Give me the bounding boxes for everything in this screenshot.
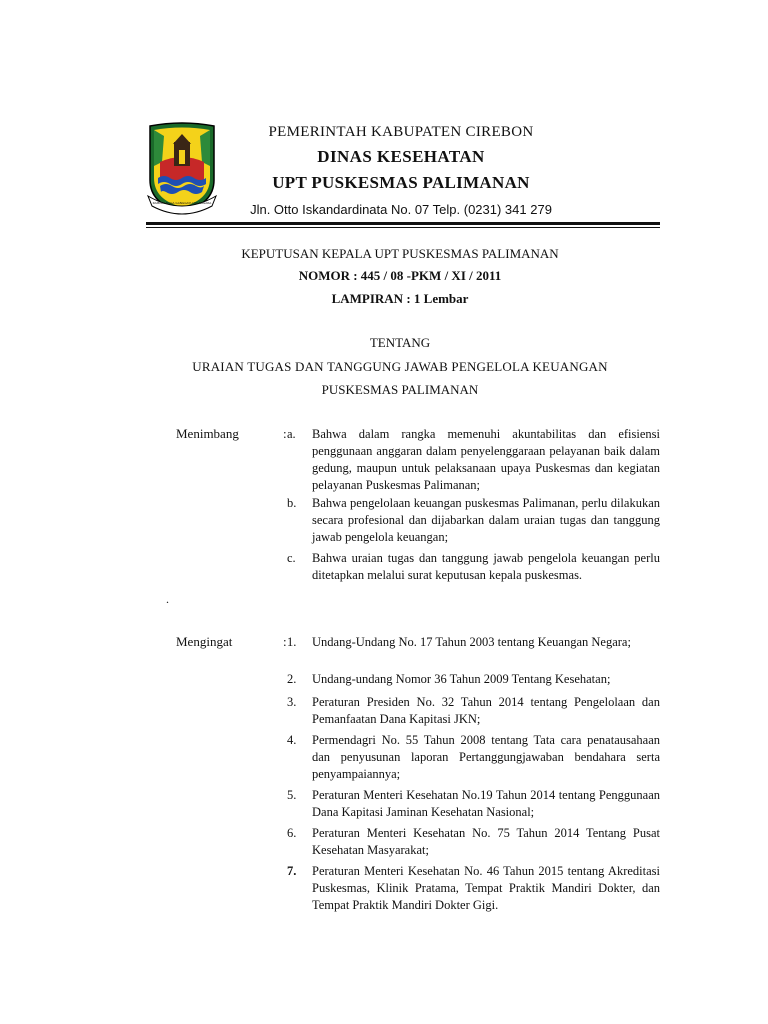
address-line: Jln. Otto Iskandardinata No. 07 Telp. (0231) 341 279 <box>250 202 552 217</box>
mengingat-item-5 <box>287 787 660 821</box>
logo-motto: RAMPAK NAGA GANGGAYU NA NAGARA <box>152 201 212 205</box>
agency-name: DINAS KESEHATAN <box>317 147 485 166</box>
item-text: Peraturan Presiden No. 32 Tahun 2014 tentang Pengelolaan dan Pemanfaatan Dana Kapitasi JKN; <box>312 695 660 726</box>
about-heading: TENTANG <box>369 335 431 350</box>
subject-line-2: PUSKESMAS PALIMANAN <box>321 382 479 397</box>
letterhead-rule-thick <box>146 222 660 225</box>
item-marker: 3. <box>287 695 297 709</box>
item-text: Bahwa pengelolaan keuangan puskesmas Palimanan, perlu dilakukan secara profesional dan dijabarkan dalam uraian tugas dan tanggung jawab pengelola keuangan; <box>312 496 660 544</box>
menimbang-item-a <box>287 426 660 494</box>
unit-name: UPT PUSKESMAS PALIMANAN <box>272 173 530 192</box>
item-text: Undang-undang Nomor 36 Tahun 2009 Tentang Kesehatan; <box>312 672 611 686</box>
item-marker: b. <box>287 496 297 510</box>
attachment-count: LAMPIRAN : 1 Lembar <box>331 291 469 306</box>
mengingat-item-2 <box>287 671 660 688</box>
menimbang-label: Menimbang <box>176 426 239 441</box>
mengingat-item-6 <box>287 825 660 859</box>
decree-number: NOMOR : 445 / 08 -PKM / XI / 2011 <box>298 268 502 283</box>
subject-line-1: URAIAN TUGAS DAN TANGGUNG JAWAB PENGELOLA KEUANGAN <box>192 359 608 374</box>
menimbang-item-b <box>287 495 660 546</box>
item-marker: 6. <box>287 826 297 840</box>
item-marker: 4. <box>287 733 297 747</box>
menimbang-colon: : <box>283 426 287 441</box>
item-text: Bahwa dalam rangka memenuhi akuntabilitas dan efisiensi penggunaan anggaran dalam penyelenggaraan pelayanan baik dalam gedung, maupun untuk pelaksanaan upaya Puskesmas dan kegiatan pelayanan Puskesmas Palimanan; <box>312 427 660 492</box>
decree-title: KEPUTUSAN KEPALA UPT PUSKESMAS PALIMANAN <box>241 246 559 261</box>
item-marker: 7. <box>287 864 297 878</box>
item-marker: 2. <box>287 672 297 686</box>
item-marker: c. <box>287 551 296 565</box>
item-marker: 5. <box>287 788 297 802</box>
mengingat-item-7 <box>287 863 660 914</box>
item-marker: a. <box>287 427 296 441</box>
mengingat-item-3 <box>287 694 660 728</box>
government-name: PEMERINTAH KABUPATEN CIREBON <box>268 124 534 140</box>
item-text: Undang-Undang No. 17 Tahun 2003 tentang Keuangan Negara; <box>312 635 631 649</box>
item-text: Bahwa uraian tugas dan tanggung jawab pengelola keuangan perlu ditetapkan melalui surat keputusan kepala puskesmas. <box>312 551 660 582</box>
item-text: Permendagri No. 55 Tahun 2008 tentang Tata cara penatausahaan dan penyusunan laporan Pertanggungjawaban bendahara serta penyampaiannya; <box>312 733 660 781</box>
item-text: Peraturan Menteri Kesehatan No. 75 Tahun 2014 Tentang Pusat Kesehatan Masyarakat; <box>312 826 660 857</box>
stray-mark: . <box>166 592 169 606</box>
item-marker: 1. <box>287 635 297 649</box>
mengingat-item-1 <box>287 634 660 651</box>
mengingat-label: Mengingat <box>176 634 233 649</box>
menimbang-item-c <box>287 550 660 584</box>
letterhead-rule-thin <box>146 227 660 228</box>
item-text: Peraturan Menteri Kesehatan No.19 Tahun 2014 tentang Penggunaan Dana Kapitasi Jaminan Kesehatan Nasional; <box>312 788 660 819</box>
mengingat-colon: : <box>283 634 287 649</box>
item-text: Peraturan Menteri Kesehatan No. 46 Tahun 2015 tentang Akreditasi Puskesmas, Klinik Pratama, Tempat Praktik Mandiri Dokter, dan Tempat Praktik Mandiri Dokter Gigi. <box>312 864 660 912</box>
mengingat-item-4 <box>287 732 660 783</box>
